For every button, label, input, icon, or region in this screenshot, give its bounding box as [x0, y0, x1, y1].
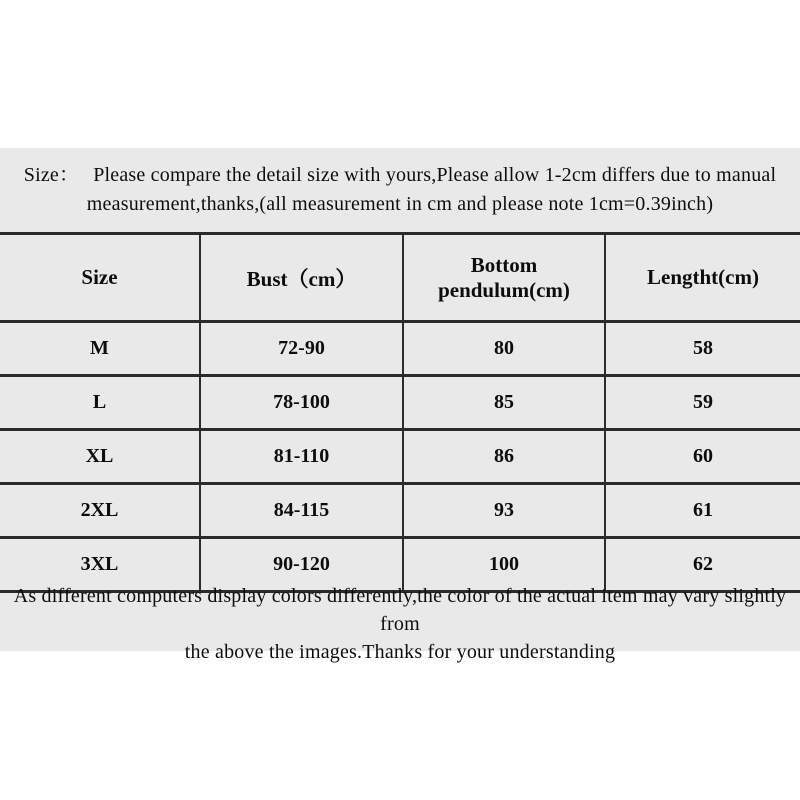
table-row — [0, 484, 800, 538]
table-header-row — [0, 234, 800, 322]
size-table — [0, 232, 800, 593]
size-chart-panel — [0, 148, 800, 663]
cell-bust: 84-115 — [200, 484, 403, 538]
size-note-line1 — [0, 161, 800, 190]
cell-size: XL — [0, 430, 200, 484]
cell-bust: 90-120 — [200, 538, 403, 592]
cell-bottom-pendulum: 100 — [403, 538, 605, 592]
size-note-label: Size： — [23, 164, 80, 186]
size-note-line2: measurement,thanks,(all measurement in cm and please note 1cm=0.39inch) — [86, 193, 714, 215]
column-header-size: Size — [0, 234, 200, 322]
cell-bust: 78-100 — [200, 376, 403, 430]
cell-bottom-pendulum: 85 — [403, 376, 605, 430]
cell-size: 2XL — [0, 484, 200, 538]
color-note-line1: As different computers display colors differently,the color of the actual item may vary slightly from — [13, 584, 787, 635]
table-row — [0, 376, 800, 430]
size-note — [0, 148, 800, 232]
color-note — [0, 584, 800, 663]
cell-length: 59 — [605, 376, 800, 430]
column-header-bottom-pendulum: Bottom pendulum(cm) — [403, 234, 605, 322]
size-note-line1-text: Please compare the detail size with yours,Please allow 1-2cm differs due to manual — [93, 164, 777, 186]
cell-size: L — [0, 376, 200, 430]
cell-bottom-pendulum: 86 — [403, 430, 605, 484]
cell-bottom-pendulum: 80 — [403, 322, 605, 376]
column-header-length: Lengtht(cm) — [605, 234, 800, 322]
table-row — [0, 430, 800, 484]
cell-length: 62 — [605, 538, 800, 592]
cell-bust: 81-110 — [200, 430, 403, 484]
cell-size: 3XL — [0, 538, 200, 592]
table-row — [0, 322, 800, 376]
color-note-line2: the above the images.Thanks for your understanding — [184, 640, 616, 663]
cell-length: 58 — [605, 322, 800, 376]
column-header-bust: Bust（cm） — [200, 234, 403, 322]
cell-bust: 72-90 — [200, 322, 403, 376]
cell-size: M — [0, 322, 200, 376]
cell-length: 60 — [605, 430, 800, 484]
cell-bottom-pendulum: 93 — [403, 484, 605, 538]
cell-length: 61 — [605, 484, 800, 538]
